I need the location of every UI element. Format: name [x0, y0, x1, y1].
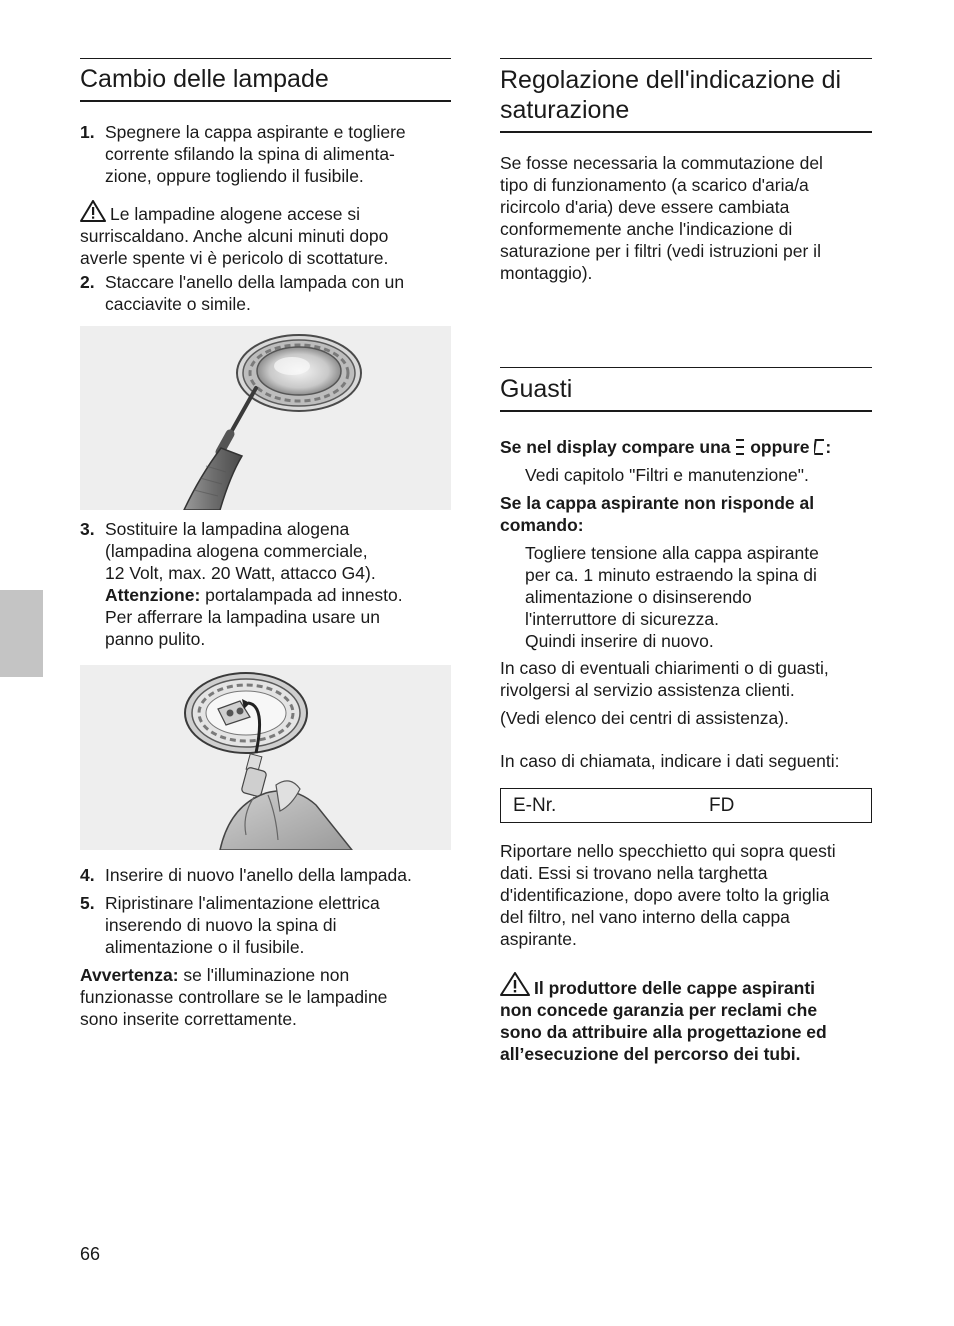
- warning-text-line: all’esecuzione del percorso dei tubi.: [500, 1044, 801, 1064]
- section-title-saturation: [500, 65, 841, 125]
- question-line: Se la cappa aspirante non risponde al: [500, 493, 815, 513]
- page-number: 66: [80, 1244, 101, 1264]
- note-text-line: sono inserite correttamente.: [80, 1009, 297, 1029]
- step-text-line: inserendo di nuovo la spina di: [105, 915, 337, 935]
- step-3: [80, 518, 451, 650]
- section-title-guasti: Guasti: [500, 375, 573, 403]
- title-rule: [80, 100, 451, 102]
- answer-no-response: [500, 542, 897, 652]
- screwdriver-lamp-illustration: [80, 326, 451, 510]
- question-line: comando:: [500, 515, 584, 535]
- guasti-top-rule: [500, 367, 872, 368]
- paragraph-line: Se fosse necessaria la commutazione del: [500, 153, 823, 173]
- question-no-response: [500, 492, 872, 536]
- answer-display: Vedi capitolo "Filtri e manutenzione".: [525, 465, 809, 485]
- title-rule: [500, 131, 872, 133]
- enr-label: E-Nr.: [513, 795, 557, 816]
- step-number: 1.: [80, 122, 95, 142]
- service-centers-note: (Vedi elenco dei centri di assistenza).: [500, 708, 789, 728]
- top-rule: [500, 58, 872, 59]
- answer-line: Quindi inserire di nuovo.: [525, 631, 714, 651]
- enr-fd-box: [500, 788, 872, 823]
- step-text-line: 12 Volt, max. 20 Watt, attacco G4).: [105, 563, 376, 583]
- paragraph-line: saturazione per i filtri (vedi istruzioni per il: [500, 241, 821, 261]
- question-display: [500, 436, 872, 458]
- paragraph-line: dati. Essi si trovano nella targhetta: [500, 863, 768, 883]
- paragraph-line: ricircolo d'aria) deve essere cambiata: [500, 197, 790, 217]
- step-number: 2.: [80, 272, 95, 292]
- paragraph-line: conformemente anche l'indicazione di: [500, 219, 793, 239]
- step-text-line: cacciavite o simile.: [105, 294, 251, 314]
- illustration-replace-bulb: [80, 665, 451, 850]
- service-paragraph: [500, 657, 872, 701]
- step-2: [80, 271, 451, 315]
- attention-line: [105, 584, 451, 606]
- fd-label: FD: [709, 795, 735, 816]
- paragraph-line: montaggio).: [500, 263, 593, 283]
- warranty-warning: [500, 972, 872, 1065]
- paragraph-line: Riportare nello specchietto qui sopra questi: [500, 841, 836, 861]
- saturation-intro: [500, 152, 872, 284]
- warning-text-line: surriscaldano. Anche alcuni minuti dopo: [80, 226, 389, 246]
- note-text-line: funzionasse controllare se le lampadine: [80, 987, 388, 1007]
- note-label: Avvertenza:: [80, 965, 179, 985]
- note-lighting: [80, 964, 451, 1030]
- paragraph-line: In caso di eventuali chiarimenti o di guasti,: [500, 658, 829, 678]
- illustration-remove-lamp-ring: [80, 326, 451, 510]
- question-text: :: [825, 437, 832, 457]
- warning-text-line: averle spente vi è pericolo di scottature.: [80, 248, 389, 268]
- attention-text: portalampada ad innesto.: [200, 585, 403, 605]
- step-text-line: Sostituire la lampadina alogena: [105, 519, 350, 539]
- section-tab-marker: [0, 590, 43, 677]
- question-text: Se nel display compare una: [500, 437, 736, 457]
- top-rule: [80, 58, 451, 59]
- step-1: [80, 121, 451, 187]
- warning-triangle-icon: [500, 972, 530, 996]
- guasti-title-rule: [500, 410, 872, 412]
- question-text: oppure: [745, 437, 815, 457]
- attention-label: Attenzione:: [105, 585, 201, 605]
- paragraph-line: aspirante.: [500, 929, 577, 949]
- display-segment-c-icon: [814, 438, 825, 456]
- step-text-line: zione, oppure togliendo il fusibile.: [105, 166, 364, 186]
- note-text-line: se l'illuminazione non: [178, 965, 350, 985]
- step-text-line: Spegnere la cappa aspirante e togliere: [105, 122, 406, 142]
- answer-line: per ca. 1 minuto estraendo la spina di: [525, 565, 817, 585]
- call-info-note: In caso di chiamata, indicare i dati seguenti:: [500, 751, 840, 771]
- step-number: 3.: [80, 519, 95, 539]
- bulb-replacement-illustration: [80, 665, 451, 850]
- step-text-line: alimentazione o il fusibile.: [105, 937, 305, 957]
- warning-triangle-icon: [80, 200, 106, 222]
- step-number: 5.: [80, 893, 95, 913]
- display-segment-bars-icon: [735, 438, 745, 456]
- title-line: Regolazione dell'indicazione di: [500, 66, 842, 94]
- warning-text-line: Il produttore delle cappe aspiranti: [534, 978, 816, 998]
- warning-text-line: Le lampadine alogene accese si: [110, 204, 361, 224]
- step-text: Inserire di nuovo l'anello della lampada.: [105, 865, 412, 885]
- step-text-line: Ripristinare l'alimentazione elettrica: [105, 893, 380, 913]
- paragraph-line: del filtro, nel vano interno della cappa: [500, 907, 790, 927]
- warning-text-line: non concede garanzia per reclami che: [500, 1000, 818, 1020]
- step-5: [80, 892, 451, 958]
- paragraph-line: d'identificazione, dopo avere tolto la griglia: [500, 885, 830, 905]
- step-text-line: Per afferrare la lampadina usare un: [105, 607, 380, 627]
- warning-hot-lamps: [80, 200, 451, 269]
- step-number: 4.: [80, 865, 95, 885]
- paragraph-line: rivolgersi al servizio assistenza clienti.: [500, 680, 795, 700]
- answer-line: l'interruttore di sicurezza.: [525, 609, 719, 629]
- step-text-line: panno pulito.: [105, 629, 206, 649]
- paragraph-line: tipo di funzionamento (a scarico d'aria/a: [500, 175, 809, 195]
- warning-text-line: sono da attribuire alla progettazione ed: [500, 1022, 827, 1042]
- step-4: [80, 864, 451, 886]
- rating-plate-paragraph: [500, 840, 872, 950]
- title-line: saturazione: [500, 96, 630, 124]
- step-text-line: (lampadina alogena commerciale,: [105, 541, 368, 561]
- answer-line: Togliere tensione alla cappa aspirante: [525, 543, 819, 563]
- section-title: Cambio delle lampade: [80, 65, 329, 93]
- step-text: [105, 121, 451, 187]
- step-text-line: corrente sfilando la spina di alimenta-: [105, 144, 395, 164]
- answer-line: alimentazione o disinserendo: [525, 587, 752, 607]
- step-text-line: Staccare l'anello della lampada con un: [105, 272, 405, 292]
